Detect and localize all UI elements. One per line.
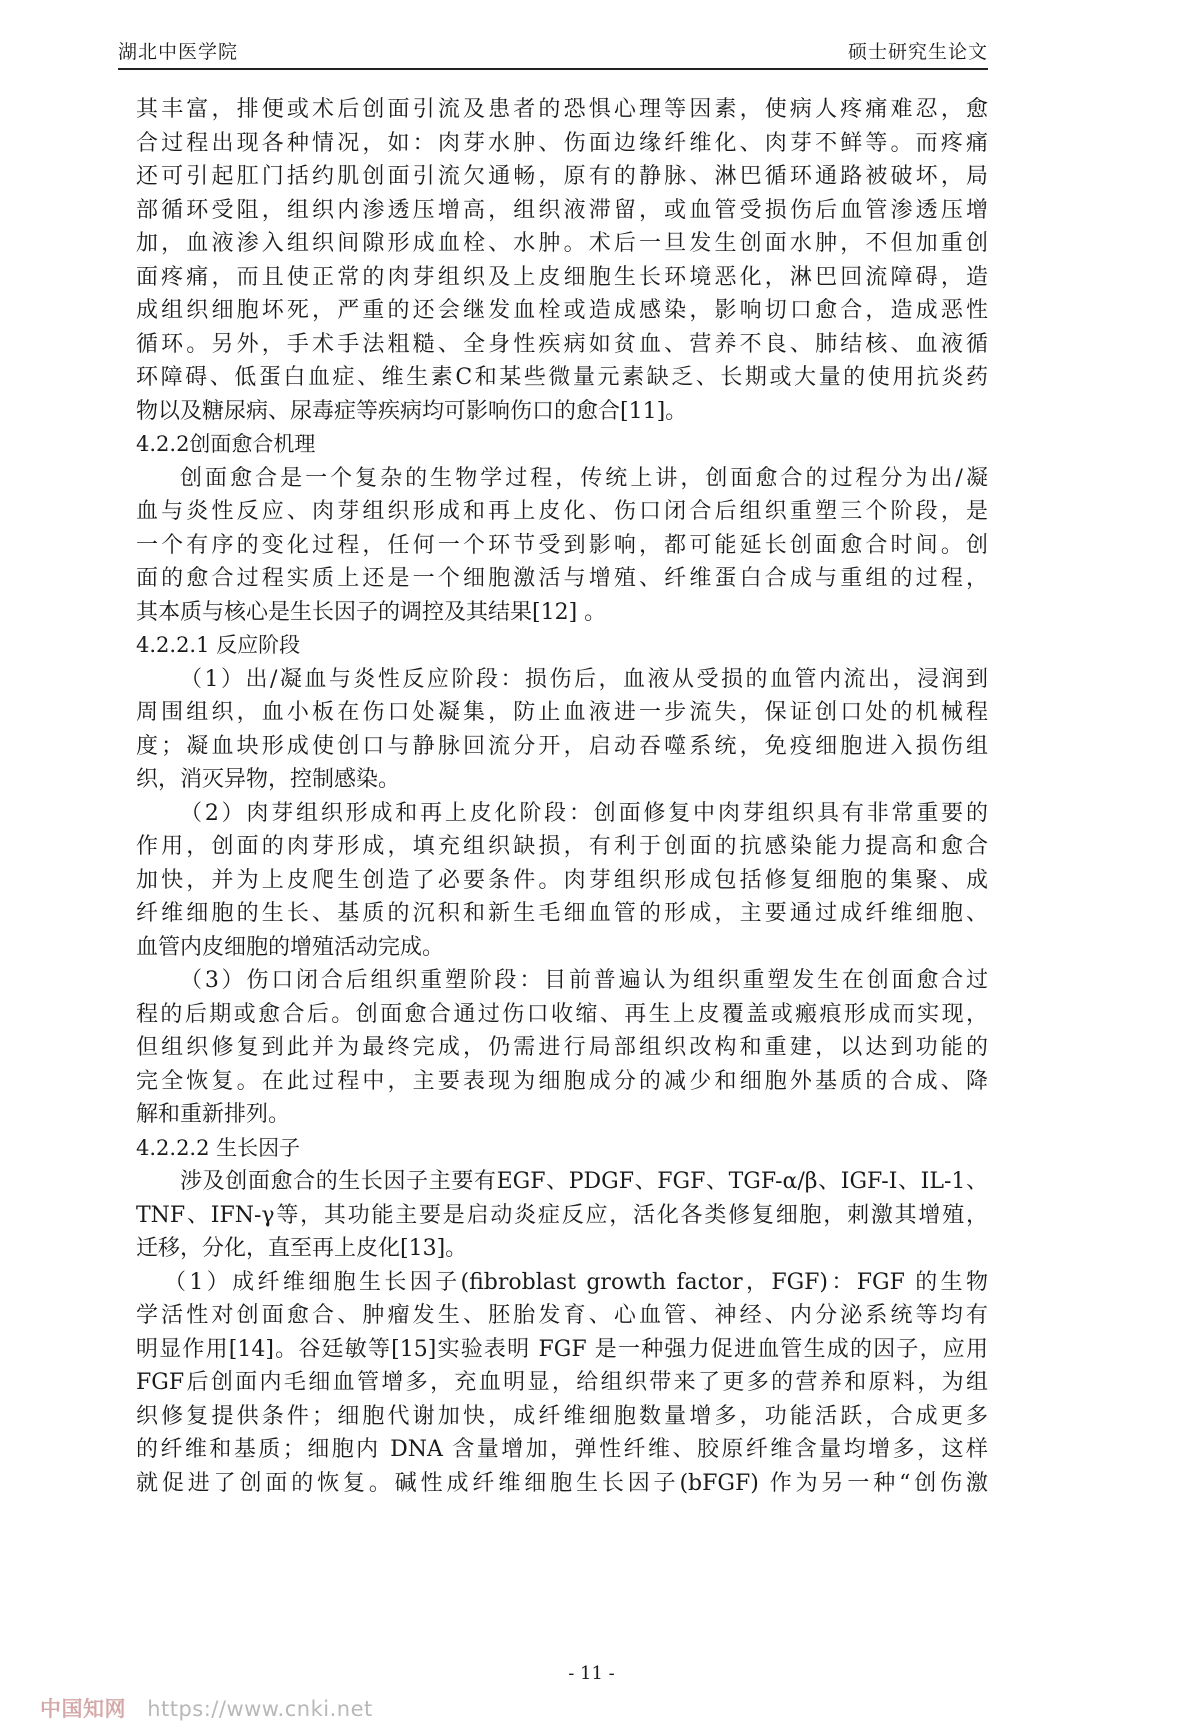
text-line: 面的愈合过程实质上还是一个细胞激活与增殖、纤维蛋白合成与重组的过程， [136,566,988,591]
text-line: 纤维细胞的生长、基质的沉积和新生毛细血管的形成，主要通过成纤维细胞、 [136,901,988,926]
text-line: 迁移，分化，直至再上皮化[13]。 [136,1236,468,1261]
text-line: 循环。另外，手术手法粗糙、全身性疾病如贫血、营养不良、肺结核、血液循 [136,331,988,357]
text-line: 完全恢复。在此过程中，主要表现为细胞成分的减少和细胞外基质的合成、降 [136,1068,988,1094]
section-heading: 4.2.2.1 反应阶段 [136,633,301,657]
text-line: 物以及糖尿病、尿毒症等疾病均可影响伤口的愈合[11]。 [136,398,688,424]
cnki-logo: 中国知网 [40,1697,126,1721]
text-line: 学活性对创面愈合、肿瘤发生、胚胎发育、心血管、神经、内分泌系统等均有 [136,1303,988,1328]
text-line: 一个有序的变化过程，任何一个环节受到影响，都可能延长创面愈合时间。创 [136,532,988,558]
text-line: 织修复提供条件；细胞代谢加快，成纤维细胞数量增多，功能活跃，合成更多 [136,1403,988,1429]
text-line: 周围组织，血小板在伤口处凝集，防止血液进一步流失，保证创口处的机械程 [136,700,988,725]
text-line: 的纤维和基质；细胞内 DNA 含量增加，弹性纤维、胶原纤维含量均增多，这样 [136,1437,988,1462]
text-line: 环障碍、低蛋白血症、维生素C和某些微量元素缺乏、长期或大量的使用抗炎药 [136,365,988,390]
text-line: 但组织修复到此并为最终完成，仍需进行局部组织改构和重建，以达到功能的 [136,1035,988,1060]
text-line: FGF后创面内毛细血管增多，充血明显，给组织带来了更多的营养和原料，为组 [136,1370,988,1395]
text-line: 成组织细胞坏死，严重的还会继发血栓或造成感染，影响切口愈合，造成恶性 [136,298,988,323]
header-thesis-type: 硕士研究生论文 [847,41,988,63]
section-heading: 4.2.2.2 生长因子 [136,1135,301,1160]
cnki-watermark [40,1693,373,1723]
page-header [118,30,988,70]
text-line: 加快，并为上皮爬生创造了必要条件。肉芽组织形成包括修复细胞的集聚、成 [136,867,988,893]
text-line: 解和重新排列。 [136,1102,291,1127]
text-line: 明显作用[14]。谷廷敏等[15]实验表明 FGF 是一种强力促进血管生成的因子，应用 [136,1336,988,1362]
text-line: 织，消灭异物，控制感染。 [136,767,401,792]
text-line: 作用，创面的肉芽形成，填充组织缺损，有利于创面的抗感染能力提高和愈合 [136,834,988,859]
text-line: 其丰富，排便或术后创面引流及患者的恐惧心理等因素，使病人疼痛难忍，愈 [136,97,988,122]
text-line: 度；凝血块形成使创口与静脉回流分开，启动吞噬系统，免疫细胞进入损伤组 [136,733,988,759]
text-line: 血与炎性反应、肉芽组织形成和再上皮化、伤口闭合后组织重塑三个阶段，是 [136,499,988,524]
page-number: - 11 - [568,1663,615,1684]
header-institution: 湖北中医学院 [118,41,239,63]
text-line: 涉及创面愈合的生长因子主要有EGF、PDGF、FGF、TGF-α/β、IGF-I、IL-1、 [180,1169,988,1194]
text-line: 面疼痛，而且使正常的肉芽组织及上皮细胞生长环境恶化，淋巴回流障碍，造 [136,264,988,290]
text-line: 创面愈合是一个复杂的生物学过程，传统上讲，创面愈合的过程分为出/凝 [180,465,988,491]
text-line: TNF、IFN-γ等，其功能主要是启动炎症反应，活化各类修复细胞，刺激其增殖， [136,1202,988,1228]
text-line: （2）肉芽组织形成和再上皮化阶段：创面修复中肉芽组织具有非常重要的 [180,800,988,826]
text-line: 合过程出现各种情况，如：肉芽水肿、伤面边缘纤维化、肉芽不鲜等。而疼痛 [136,130,988,156]
text-line: （3）伤口闭合后组织重塑阶段：目前普遍认为组织重塑发生在创面愈合过 [180,968,988,993]
text-line: （1）成纤维细胞生长因子(fibroblast growth factor，FGF)：FGF 的生物 [164,1269,988,1295]
text-line: 就促进了创面的恢复。碱性成纤维细胞生长因子(bFGF) 作为另一种“创伤激 [136,1470,988,1496]
text-line: （1）出/凝血与炎性反应阶段：损伤后，血液从受损的血管内流出，浸润到 [180,666,988,692]
text-line: 其本质与核心是生长因子的调控及其结果[12] 。 [136,599,607,625]
section-heading: 4.2.2创面愈合机理 [136,432,316,456]
text-line: 加，血液渗入组织间隙形成血栓、水肿。术后一旦发生创面水肿，不但加重创 [136,231,988,256]
text-line: 部循环受阻，组织内渗透压增高，组织液滞留，或血管受损伤后血管渗透压增 [136,197,988,223]
document-body [136,93,988,1500]
text-line: 程的后期或愈合后。创面愈合通过伤口收缩、再生上皮覆盖或瘢痕形成而实现， [136,1001,988,1027]
text-line: 还可引起肛门括约肌创面引流欠通畅，原有的静脉、淋巴循环通路被破坏，局 [136,164,988,189]
text-line: 血管内皮细胞的增殖活动完成。 [136,934,445,960]
cnki-url: https://www.cnki.net [147,1697,373,1721]
